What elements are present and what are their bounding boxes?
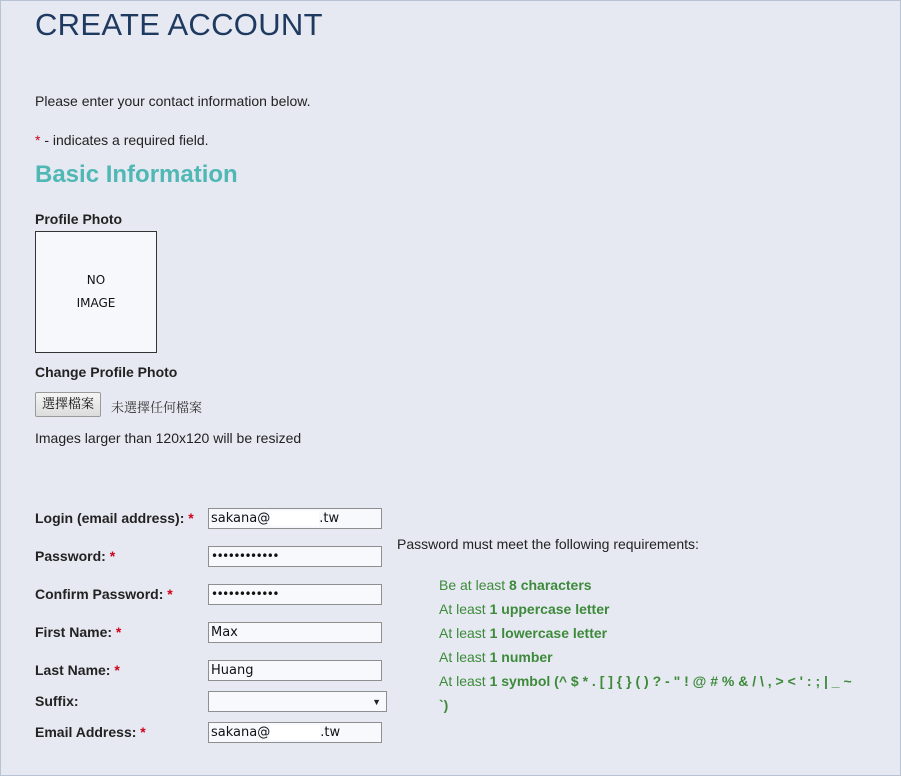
intro-text: Please enter your contact information below. <box>35 93 311 109</box>
rule-emphasis: 1 symbol (^ $ * . [ ] { } ( ) ? - " ! @ # % & / \ , > < ' : ; | _ ~ <box>489 673 852 689</box>
rule-emphasis: `) <box>439 697 449 713</box>
password-rule <box>439 625 607 641</box>
rule-emphasis: 1 uppercase letter <box>489 601 610 617</box>
rule-emphasis: 8 characters <box>509 577 592 593</box>
image-resize-note: Images larger than 120x120 will be resized <box>35 430 302 446</box>
first-name-label <box>35 624 121 640</box>
rule-prefix: At least <box>439 673 490 689</box>
last-name-label <box>35 662 120 678</box>
profile-photo-placeholder <box>35 231 157 353</box>
required-marker: * <box>35 132 41 148</box>
suffix-label: Suffix: <box>35 693 79 709</box>
email-value-suffix: .tw <box>320 725 341 740</box>
password-rule <box>439 601 609 617</box>
suffix-select[interactable] <box>208 691 387 712</box>
required-note-text: - indicates a required field. <box>40 132 209 148</box>
login-label <box>35 510 194 526</box>
email-value-prefix: sakana@ <box>211 725 271 740</box>
section-title-basic-information: Basic Information <box>35 161 238 188</box>
first-name-label-text: First Name: <box>35 624 113 640</box>
rule-emphasis: 1 number <box>489 649 553 665</box>
rule-prefix: Be at least <box>439 577 510 593</box>
password-rule <box>439 577 592 593</box>
rule-emphasis: 1 lowercase letter <box>489 625 608 641</box>
file-status-text: 未選擇任何檔案 <box>111 401 203 416</box>
confirm-password-input[interactable]: •••••••••••• <box>208 584 382 605</box>
rule-prefix: At least <box>439 649 490 665</box>
password-requirements-header: Password must meet the following requirements: <box>397 536 699 552</box>
required-marker: * <box>167 586 173 602</box>
first-name-input[interactable]: Max <box>208 622 382 643</box>
password-rule-continuation <box>439 697 448 713</box>
required-marker: * <box>188 510 194 526</box>
redacted-mask <box>270 725 320 740</box>
login-email-input[interactable] <box>208 508 382 529</box>
login-value-prefix: sakana@ <box>211 511 271 526</box>
required-marker: * <box>109 548 116 564</box>
email-input[interactable] <box>208 722 382 743</box>
required-marker: * <box>114 662 120 678</box>
no-image-text-line2: IMAGE <box>76 296 116 310</box>
password-label-text: Password: <box>35 548 106 564</box>
rule-prefix: At least <box>439 625 490 641</box>
last-name-label-text: Last Name: <box>35 662 111 678</box>
choose-file-button[interactable]: 選擇檔案 <box>35 392 101 417</box>
confirm-password-label <box>35 586 173 602</box>
confirm-password-label-text: Confirm Password: <box>35 586 164 602</box>
rule-prefix: At least <box>439 601 490 617</box>
required-field-note <box>35 132 209 148</box>
required-marker: * <box>140 724 146 740</box>
login-label-text: Login (email address): <box>35 510 185 526</box>
email-label-text: Email Address: <box>35 724 137 740</box>
redacted-mask <box>270 511 319 526</box>
page-title: CREATE ACCOUNT <box>35 7 323 42</box>
password-rule <box>439 649 553 665</box>
change-profile-photo-label: Change Profile Photo <box>35 364 178 380</box>
no-image-text-line1: NO <box>86 273 106 287</box>
email-label <box>35 724 146 740</box>
password-input[interactable]: •••••••••••• <box>208 546 382 567</box>
required-marker: * <box>115 624 122 640</box>
password-rule <box>439 673 852 689</box>
last-name-input[interactable]: Huang <box>208 660 382 681</box>
chevron-down-icon: ▼ <box>372 697 381 707</box>
profile-photo-label: Profile Photo <box>35 211 123 227</box>
login-value-suffix: .tw <box>319 511 340 526</box>
password-label <box>35 548 115 564</box>
